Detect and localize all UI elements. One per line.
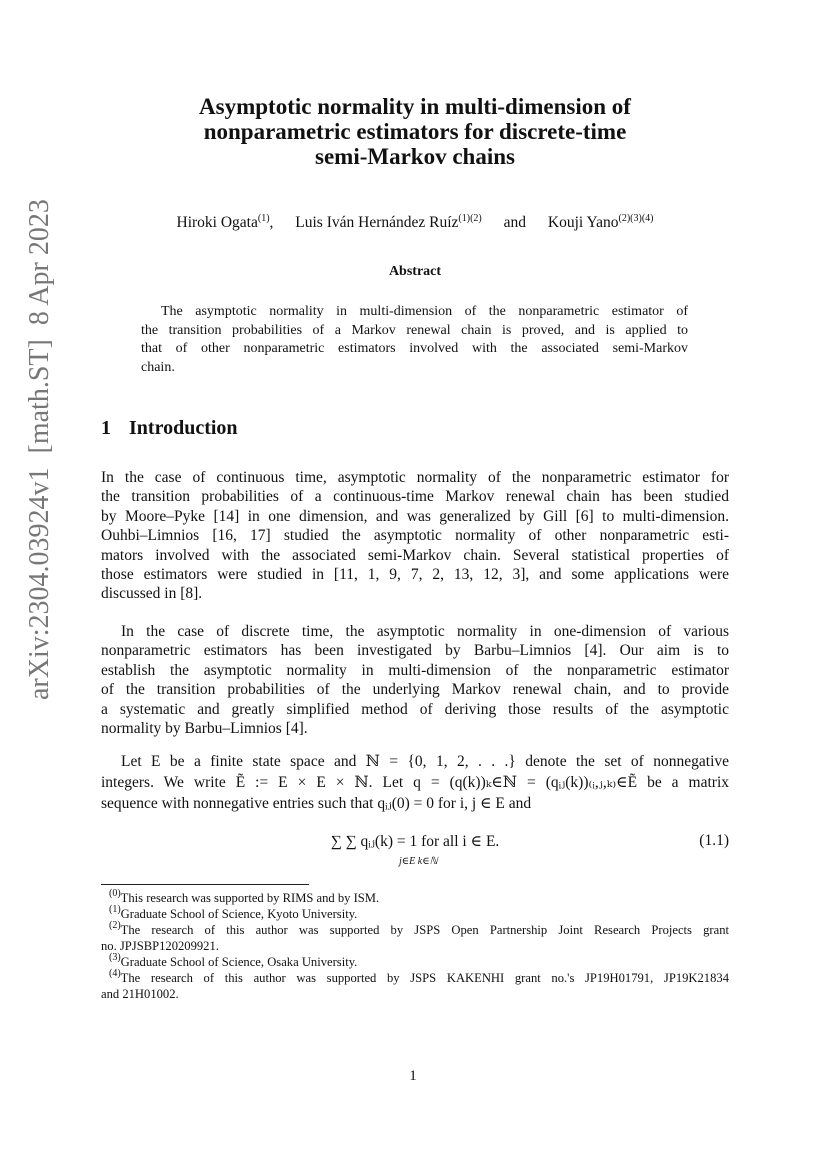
title-line: Asymptotic normality in multi-dimension of <box>199 94 631 119</box>
footnote-marker: (3) <box>109 952 121 963</box>
footnote-rule <box>101 884 309 885</box>
author <box>548 214 654 231</box>
footnote <box>101 906 729 922</box>
footnote-continuation: no. JPJSBP120209921. <box>101 939 219 953</box>
author-affiliation-marker: (1) <box>257 213 270 224</box>
text-line: normality by Barbu–Limnios [4]. <box>101 719 308 737</box>
text-line: those estimators were studied in [11, 1, 9, 7, 2, 13, 12, 3], and some applications were <box>101 565 729 583</box>
arxiv-identifier: arXiv:2304.03924v1 [math.ST] 8 Apr 2023 <box>24 199 55 700</box>
footnotes <box>101 890 729 1002</box>
text-line: sequence with nonnegative entries such that qᵢⱼ(0) = 0 for i, j ∈ E and <box>101 795 532 813</box>
abstract-body <box>141 303 688 377</box>
text-line: integers. We write Ẽ := E × E × ℕ. Let q = (q(k))ₖ∈ℕ = (qᵢⱼ(k))₍ᵢ,ⱼ,ₖ₎∈Ẽ be a matrix <box>101 774 729 792</box>
author-name: Kouji Yano <box>547 214 619 231</box>
page-number: 1 <box>409 1068 417 1084</box>
author-name: Luis Iván Hernández Ruíz <box>295 214 459 231</box>
footnote-marker: (0) <box>109 888 121 899</box>
paragraph <box>101 752 729 814</box>
author-affiliation-marker: (1)(2) <box>458 213 482 224</box>
footnote-text: This research was supported by RIMS and by ISM. <box>120 891 380 905</box>
footnote <box>101 922 729 938</box>
text-line: the transition probabilities of a Markov renewal chain is proved, and is applied to <box>141 322 688 338</box>
footnote <box>101 970 729 986</box>
footnote-marker: (2) <box>109 920 121 931</box>
equation-1-1 <box>101 832 729 867</box>
text-line: chain. <box>141 359 175 375</box>
text-line: of the transition probabilities of the underlying Markov renewal chain, and to provide <box>101 681 729 699</box>
paragraph <box>101 622 729 738</box>
paper-title <box>100 94 730 169</box>
text-line: Ouhbi–Limnios [16, 17] studied the asymptotic normality of other nonparametric esti- <box>101 527 729 545</box>
title-line: nonparametric estimators for discrete-time <box>203 119 627 144</box>
footnote-text: Graduate School of Science, Kyoto University. <box>120 907 358 921</box>
text-line: by Moore–Pyke [14] in one dimension, and was generalized by Gill [6] to multi-dimension. <box>101 507 729 525</box>
text-line: The asymptotic normality in multi-dimension of the nonparametric estimator of <box>161 304 688 319</box>
footnote <box>101 890 729 906</box>
section-title: Introduction <box>129 417 238 439</box>
footnote-continuation: and 21H01002. <box>101 987 179 1001</box>
equation-subscripts: j∈E k∈ℕ <box>399 856 438 867</box>
footnote-text: The research of this author was supported by JSPS Open Partnership Joint Research Projects grant <box>120 923 729 937</box>
footnote-marker: (4) <box>109 968 121 979</box>
section-heading <box>101 417 238 440</box>
footnote-text: Graduate School of Science, Osaka University. <box>120 955 358 969</box>
author: Hiroki Ogata$^{(1)}$, <box>176 213 274 231</box>
author-name: Hiroki Ogata <box>176 214 258 231</box>
author <box>295 214 481 231</box>
text-line: nonparametric estimators has been investigated by Barbu–Limnios [4]. Our aim is to <box>101 642 729 660</box>
paragraph <box>101 468 729 604</box>
text-line: In the case of discrete time, the asymptotic normality in one-dimension of various <box>121 623 729 640</box>
footnote-text: The research of this author was supported by JSPS KAKENHI grant no.'s JP19H01791, JP19K21834 <box>120 971 729 985</box>
text-line: a systematic and greatly simplified method of deriving those results of the asymptotic <box>101 700 729 718</box>
author-list <box>100 214 730 232</box>
equation-number: (1.1) <box>699 832 729 849</box>
authors-and: and <box>503 214 526 231</box>
section-number: 1 <box>101 417 111 439</box>
text-line: that of other nonparametric estimators involved with the associated semi-Markov <box>141 341 688 356</box>
footnote-marker: (1) <box>109 904 121 915</box>
text-line: the transition probabilities of a continuous-time Markov renewal chain has been studied <box>101 488 729 506</box>
author-affiliation-marker: (2)(3)(4) <box>618 213 654 224</box>
text-line: establish the asymptotic normality in multi-dimension of the nonparametric estimator <box>101 661 729 679</box>
text-line: In the case of continuous time, asymptotic normality of the nonparametric estimator for <box>101 469 729 486</box>
text-line: Let E be a finite state space and ℕ = {0, 1, 2, . . .} denote the set of nonnegative <box>121 753 729 770</box>
footnote <box>101 954 729 970</box>
title-line: semi-Markov chains <box>315 144 515 169</box>
equation-body: ∑ ∑ qᵢⱼ(k) = 1 for all i ∈ E. <box>330 833 500 850</box>
abstract-heading: Abstract <box>388 264 442 279</box>
text-line: mators involved with the associated semi-Markov chain. Several statistical properties of <box>101 546 729 564</box>
text-line: discussed in [8]. <box>101 585 203 603</box>
